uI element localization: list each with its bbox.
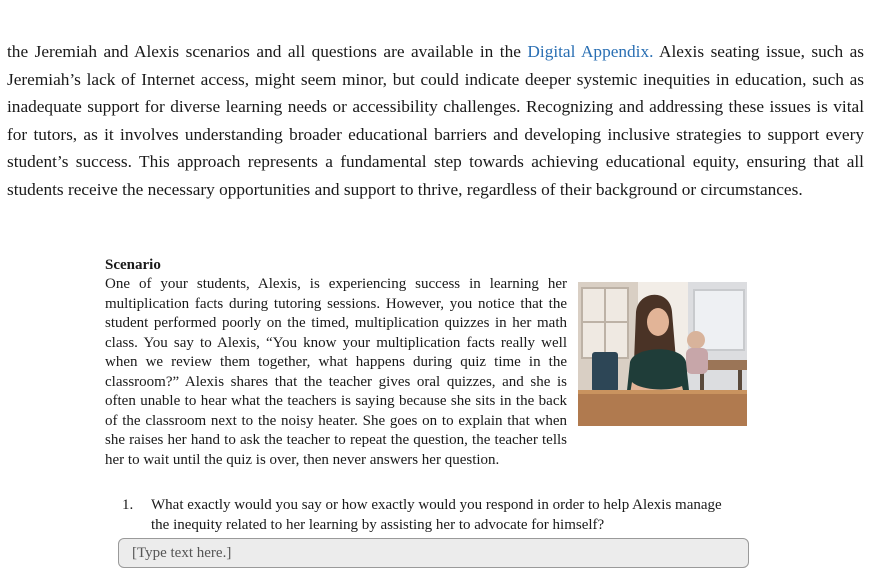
scenario-heading: Scenario xyxy=(105,257,161,273)
student-at-desk-photo xyxy=(578,282,747,426)
question-text: What exactly would you say or how exactly would you respond in order to help Alexis manage the inequity related to her learning by assisting her to advocate for himself? xyxy=(151,497,722,533)
digital-appendix-link[interactable]: Digital Appendix. xyxy=(527,42,654,61)
photo-illustration xyxy=(578,282,747,426)
previous-text-line-clipped xyxy=(8,0,863,8)
question-number: 1. xyxy=(122,497,134,513)
scenario-text: One of your students, Alexis, is experiencing success in learning her multiplication facts during tutoring sessions. However, you notice that the student performed poorly on the timed, multiplication quizzes in her math class. You say to Alexis, “You know your multiplication facts really well when we review them together, what happens during quiz time in the classroom?” Alexis shares that the teacher gives oral quizzes, and she is often unable to hear what the teachers is saying because she sits in the back of the classroom next to the noisy heater. She goes on to explain that when she raises her hand to ask the teacher to repeat the question, the teacher tells her to wait until the quiz is over, then never answers her question. xyxy=(105,276,567,468)
intro-text-after-link: Alexis seating issue, such as Jeremiah’s lack of Internet access, might seem minor, but could indicate deeper systemic inequities in education, such as inadequate support for diverse learning needs or accessibility challenges. Recognizing and addressing these issues is vital for tutors, as it involves understanding broader educational barriers and developing inclusive strategies to support every student’s success. This approach represents a fundamental step towards achieving educational equity, ensuring that all students receive the necessary opportunities and support to thrive, regardless of their background or circumstances. xyxy=(7,42,864,199)
intro-text-before-link: the Jeremiah and Alexis scenarios and all questions are available in the xyxy=(7,42,528,61)
body-paragraph xyxy=(7,38,864,203)
answer-text-field[interactable]: [Type text here.] xyxy=(118,538,749,568)
